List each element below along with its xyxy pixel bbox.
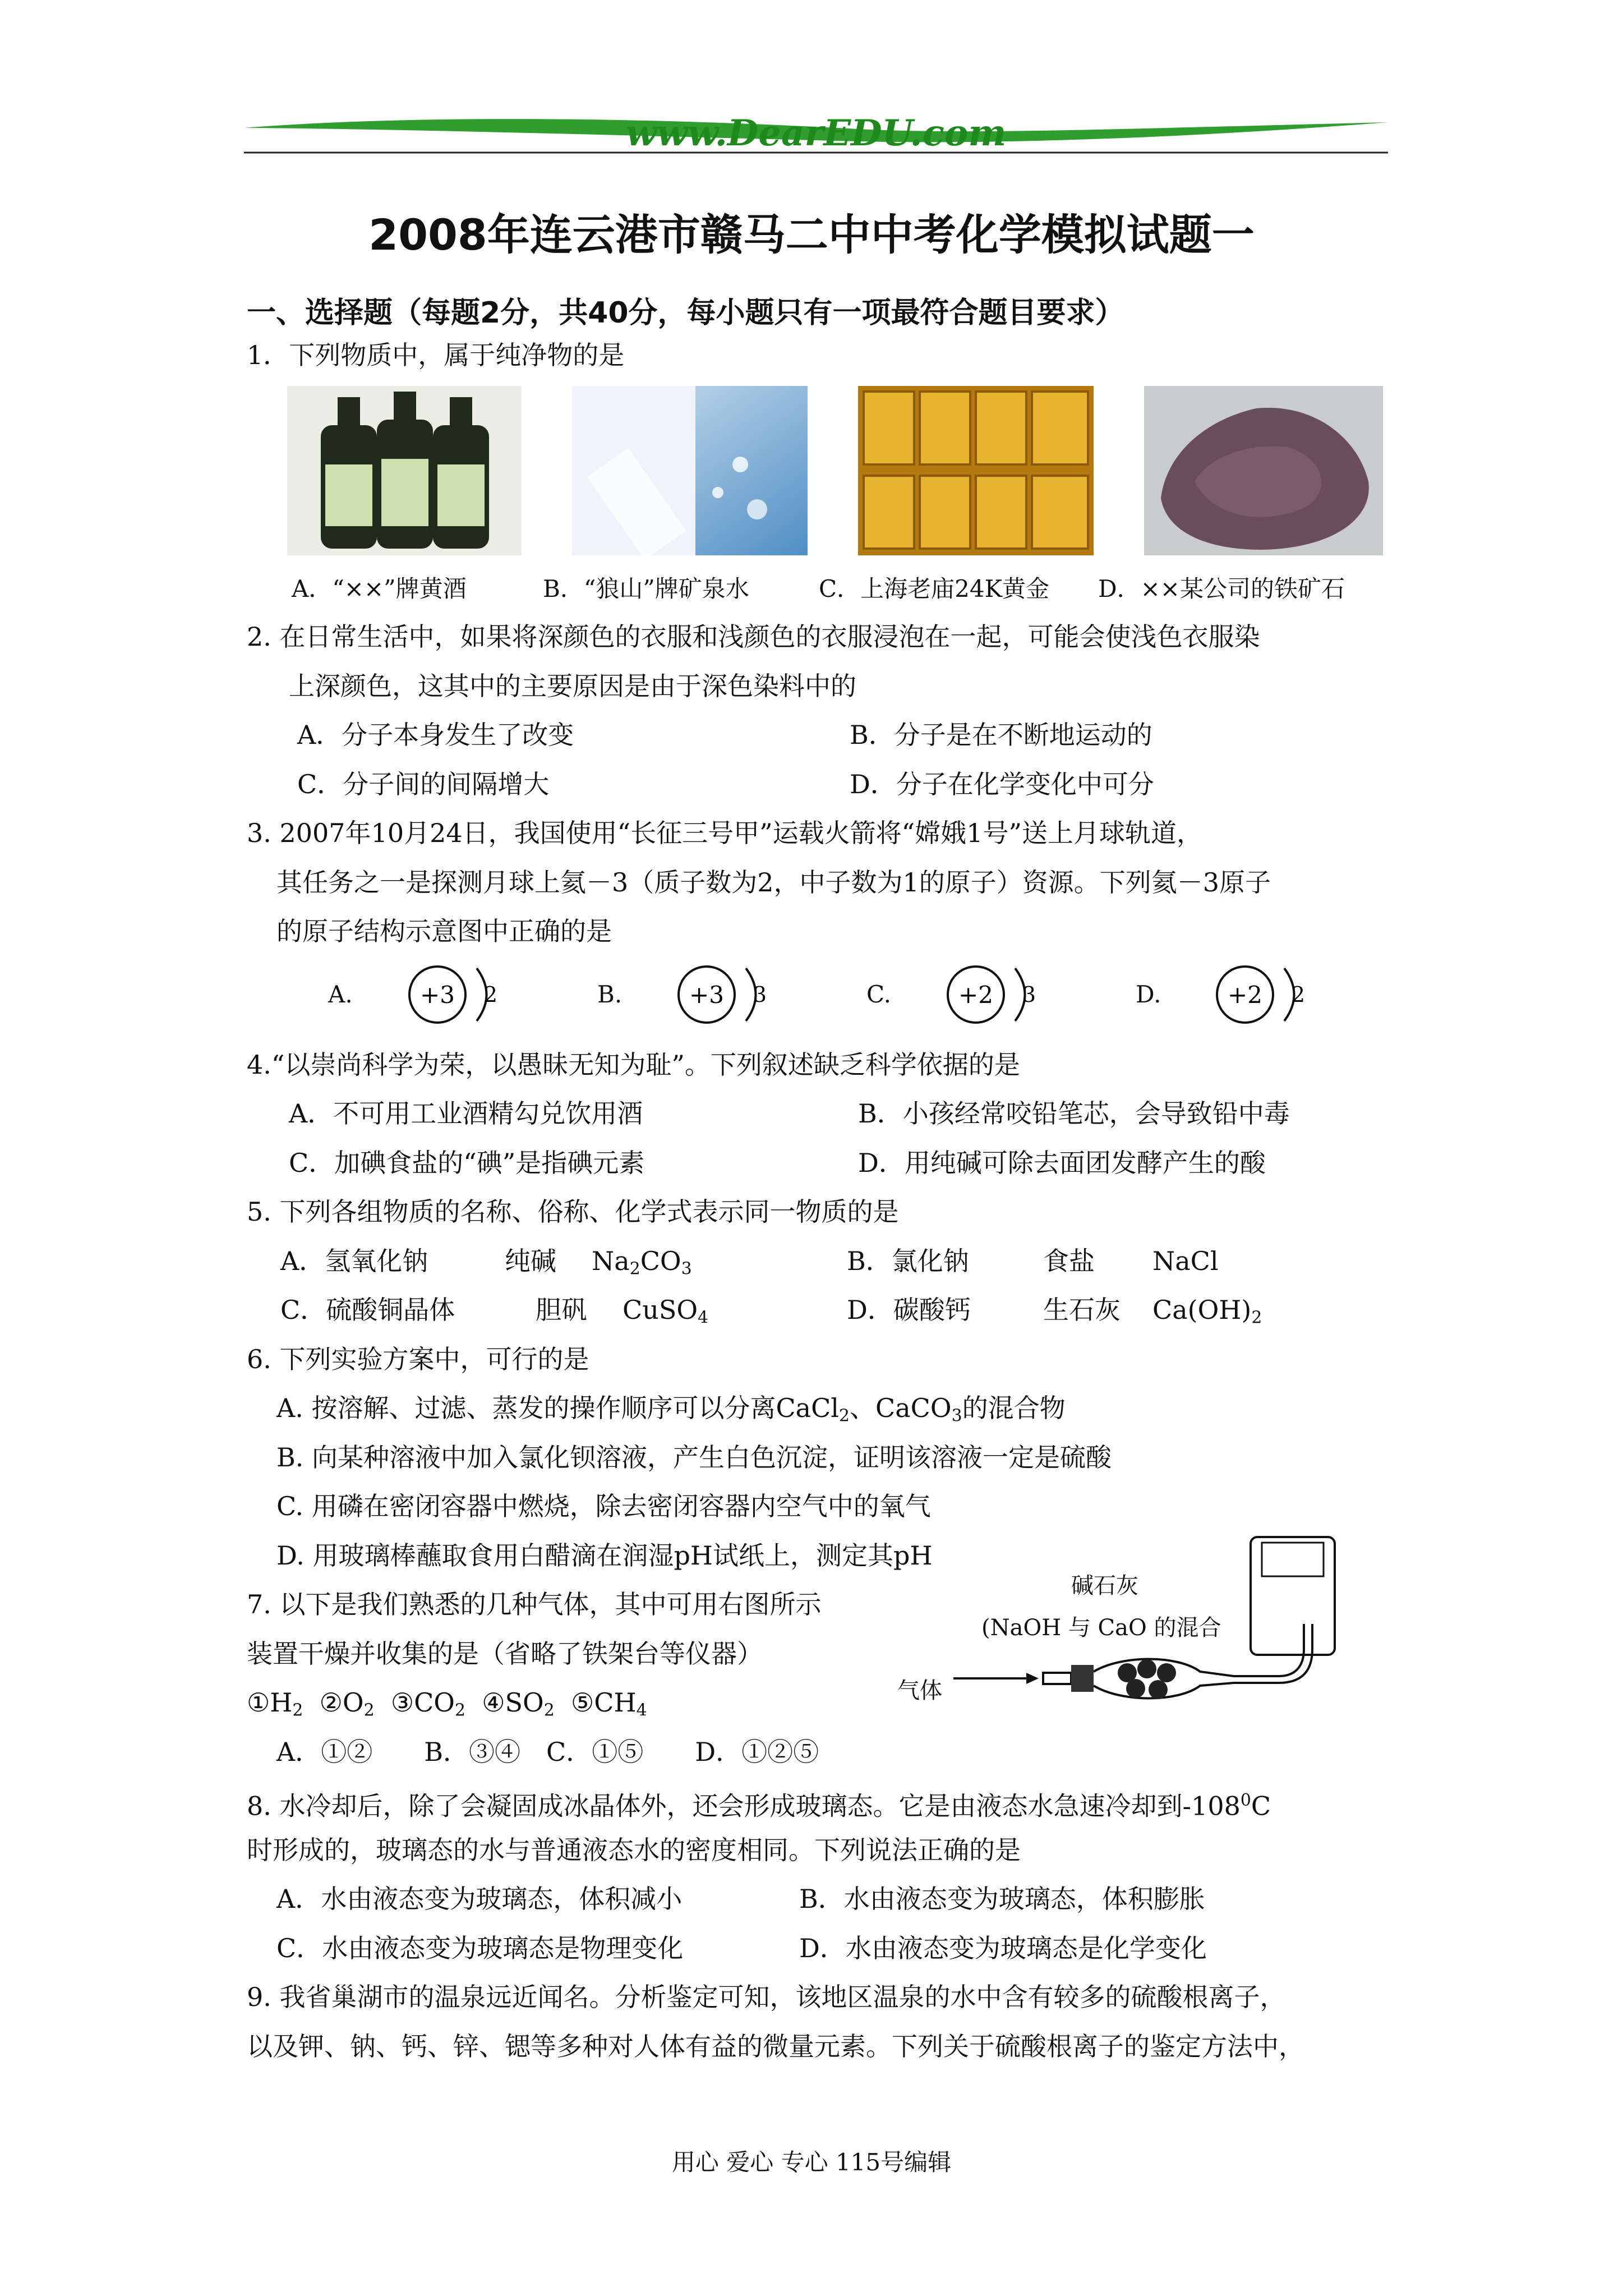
atom-d-nucleus: +2 (1228, 981, 1262, 1009)
q6-option-b: B. 向某种溶液中加入氯化钡溶液，产生白色沉淀，证明该溶液一定是硫酸 (276, 1442, 1112, 1473)
q5-b-formula: NaCl (1152, 1246, 1219, 1276)
q3-option-a (328, 964, 586, 1025)
q3-line2: 其任务之一是探测月球上氦－3（质子数为2，中子数为1的原子）资源。下列氦－3原子 (276, 867, 1271, 898)
header-logo (241, 112, 1391, 157)
q2-option-d: D．分子在化学变化中可分 (850, 769, 1154, 799)
diagram-label-gas: 气体 (897, 1678, 942, 1704)
page-footer: 用心 爱心 专心 115号编辑 (671, 2148, 952, 2176)
q3-line1: 3. 2007年10月24日，我国使用“长征三号甲”运载火箭将“嫦娥1号”送上月球轨道， (247, 818, 1202, 848)
q7-apparatus-diagram (886, 1526, 1391, 1711)
q5-a-name: A．氢氧化钠 (280, 1246, 428, 1276)
q2-stem-line2: 上深颜色，这其中的主要原因是由于深色染料中的 (289, 671, 856, 701)
atom-a-electrons: 2 (483, 982, 498, 1007)
atom-b-nucleus: +3 (689, 981, 724, 1009)
q8-option-a: A．水由液态变为玻璃态，体积减小 (276, 1884, 683, 1914)
q1-stem: 1．下列物质中，属于纯净物的是 (247, 340, 625, 370)
atom-diagram-a (407, 964, 508, 1025)
q5-b-name: B．氯化钠 (847, 1246, 969, 1276)
diagram-label-lime: 碱石灰 (1071, 1573, 1138, 1599)
q3-option-b-label: B. (597, 981, 623, 1008)
diagram-label-mixture: (NaOH 与 CaO 的混合 (981, 1615, 1221, 1641)
q8-line2: 时形成的，玻璃态的水与普通液态水的密度相同。下列说法正确的是 (247, 1835, 1021, 1865)
q7-line1: 7. 以下是我们熟悉的几种气体，其中可用右图所示 (247, 1589, 822, 1619)
q3-option-a-label: A. (328, 981, 353, 1008)
q8-option-d: D．水由液态变为玻璃态是化学变化 (799, 1933, 1207, 1963)
q4-option-a: A．不可用工业酒精勾兑饮用酒 (289, 1098, 643, 1129)
q4-stem: 4.“以崇尚科学为荣，以愚昧无知为耻”。下列叙述缺乏科学依据的是 (247, 1050, 1020, 1080)
q2-option-a: A．分子本身发生了改变 (297, 720, 574, 750)
photo-gold-bars (858, 386, 1094, 555)
q2-option-c: C．分子间的间隔增大 (297, 769, 550, 799)
q2-option-b: B．分子是在不断地运动的 (850, 720, 1152, 750)
drying-tube-graphic (886, 1526, 1391, 1711)
q9-line2: 以及钾、钠、钙、锌、锶等多种对人体有益的微量元素。下列关于硫酸根离子的鉴定方法中， (247, 2031, 1304, 2062)
photo-mineral-water (572, 386, 808, 555)
q5-stem: 5. 下列各组物质的名称、俗称、化学式表示同一物质的是 (247, 1197, 899, 1227)
atom-diagram-d (1214, 964, 1315, 1025)
q6-option-c: C. 用磷在密闭容器中燃烧，除去密闭容器内空气中的氧气 (276, 1491, 931, 1521)
q8-option-c: C．水由液态变为玻璃态是物理变化 (276, 1933, 684, 1963)
atom-c-electrons: 3 (1022, 982, 1036, 1007)
q5-b-common: 食盐 (1043, 1246, 1095, 1276)
q1-option-a: A．“××”牌黄酒 (292, 575, 467, 602)
q9-line1: 9. 我省巢湖市的温泉远近闻名。分析鉴定可知，该地区温泉的水中含有较多的硫酸根离子， (247, 1982, 1286, 2012)
q7-gases: $①H_2$ $②O_2$ $③CO_2$ $④SO_2$ $⑤CH_4$ (247, 1687, 647, 1720)
q7-line2: 装置干燥并收集的是（省略了铁架台等仪器） (247, 1639, 763, 1669)
q3-option-c-label: C. (866, 981, 891, 1008)
q3-option-b (597, 964, 855, 1025)
atom-d-electrons: 2 (1291, 982, 1306, 1007)
q8-option-b: B．水由液态变为玻璃态，体积膨胀 (799, 1884, 1205, 1914)
q5-d-formula: $Ca(OH)_2$ (1152, 1295, 1262, 1328)
q1-option-c: C．上海老庙24K黄金 (819, 575, 1049, 602)
q4-option-c: C．加碘食盐的“碘”是指碘元素 (289, 1148, 645, 1178)
logo-text: www.DearEDU.com (625, 112, 1007, 154)
atom-b-electrons: 3 (753, 982, 767, 1007)
q5-d-common: 生石灰 (1043, 1295, 1121, 1325)
q5-d-name: D．碳酸钙 (847, 1295, 971, 1325)
photo-iron-ore (1144, 386, 1383, 555)
q4-option-b: B．小孩经常咬铅笔芯，会导致铅中毒 (858, 1098, 1290, 1129)
q5-c-formula: CuSO$_4$ (623, 1295, 709, 1328)
atom-c-nucleus: +2 (958, 981, 993, 1009)
q3-line3: 的原子结构示意图中正确的是 (276, 916, 612, 946)
q7-options: A．①② B．③④ C．①⑤ D．①②⑤ (276, 1737, 819, 1767)
photo-yellow-wine (287, 386, 522, 555)
atom-a-nucleus: +3 (420, 981, 455, 1009)
q5-c-common: 胆矾 (536, 1295, 587, 1325)
q5-a-formula: $Na_2CO_3$ (592, 1246, 692, 1279)
q1-option-d: D．××某公司的铁矿石 (1098, 575, 1345, 602)
q5-c-name: C．硫酸铜晶体 (280, 1295, 455, 1325)
q4-option-d: D．用纯碱可除去面团发酵产生的酸 (858, 1148, 1266, 1178)
q1-option-b: B．“狼山”牌矿泉水 (543, 575, 749, 602)
atom-diagram-c (945, 964, 1046, 1025)
q3-option-c (866, 964, 1124, 1025)
section-heading: 一、选择题（每题2分，共40分，每小题只有一项最符合题目要求） (247, 296, 1124, 330)
q2-stem-line1: 2. 在日常生活中，如果将深颜色的衣服和浅颜色的衣服浸泡在一起，可能会使浅色衣服染 (247, 622, 1260, 652)
q8-line1: 8. 水冷却后，除了会凝固成冰晶体外，还会形成玻璃态。它是由液态水急速冷却到$-108^0C$ (247, 1791, 1271, 1821)
q6-stem: 6. 下列实验方案中，可行的是 (247, 1344, 589, 1374)
atom-diagram-b (676, 964, 777, 1025)
q5-a-common: 纯碱 (505, 1246, 556, 1276)
q3-option-d (1136, 964, 1394, 1025)
q6-option-d: D. 用玻璃棒蘸取食用白醋滴在润湿pH试纸上，测定其pH (276, 1540, 933, 1571)
page-title: 2008年连云港市赣马二中中考化学模拟试题一 (368, 210, 1255, 260)
q6-option-a: A. 按溶解、过滤、蒸发的操作顺序可以分离CaCl$_2$、CaCO$_3$的混合物 (276, 1393, 1066, 1426)
q3-option-d-label: D. (1136, 981, 1161, 1008)
